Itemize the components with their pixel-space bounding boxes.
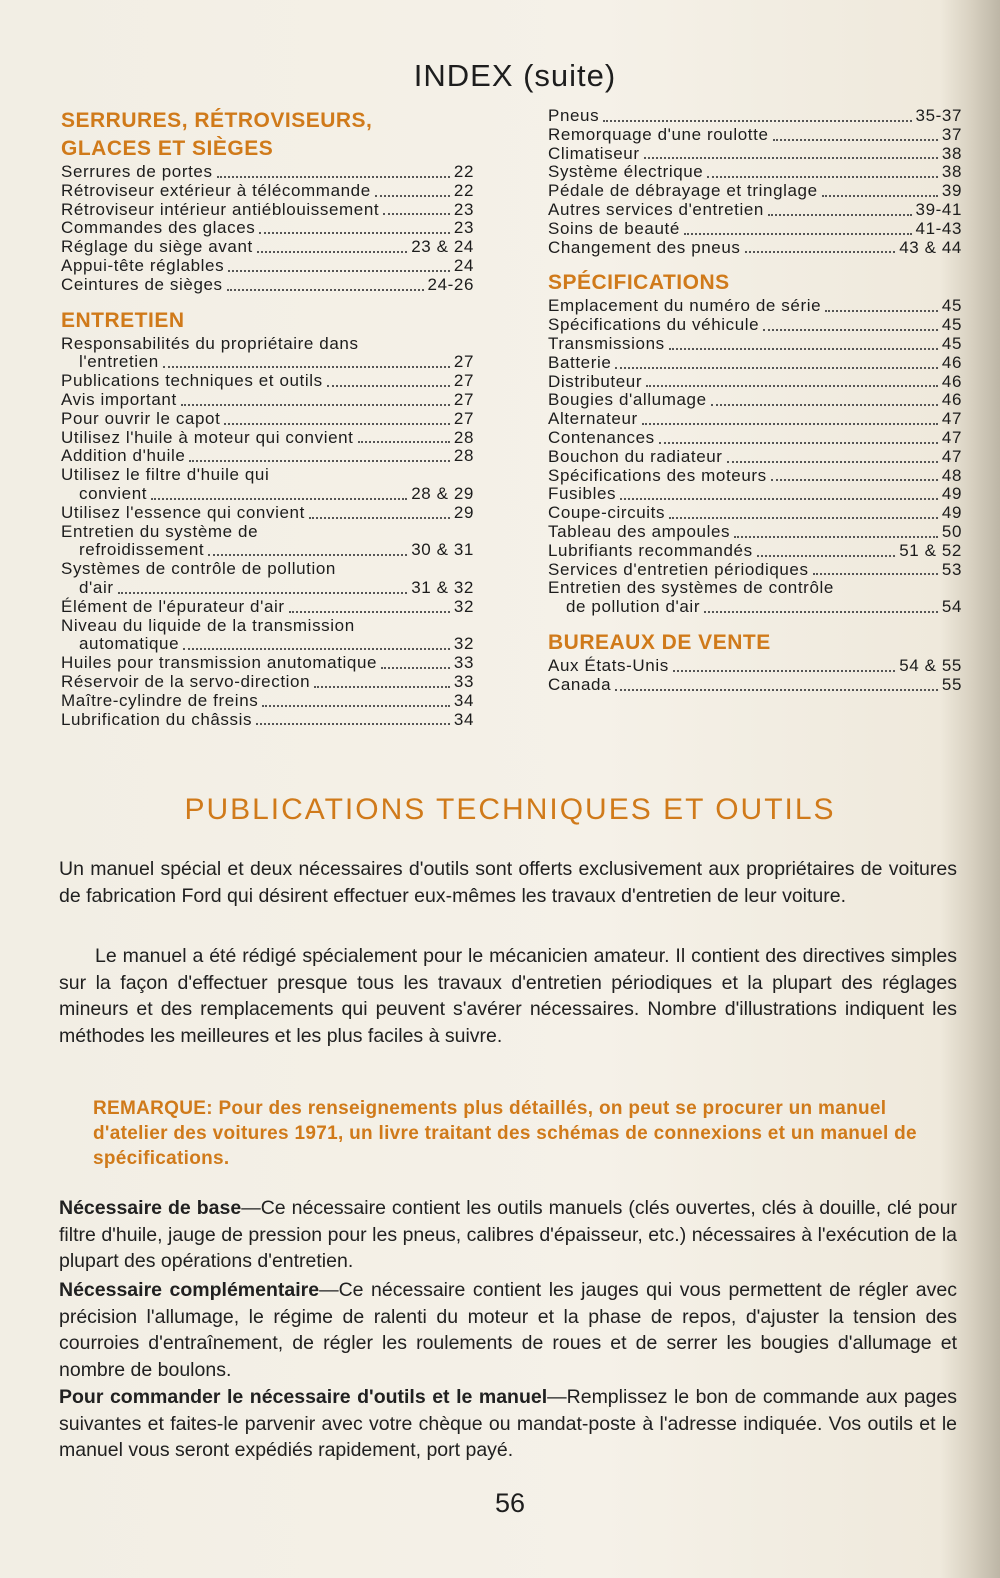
dot-leader: [257, 251, 407, 253]
index-entry: [548, 429, 962, 448]
index-entry-page: 34: [453, 690, 474, 710]
index-entry-label: Coupe-circuits: [548, 503, 666, 523]
dot-leader: [669, 348, 938, 350]
remark-note: REMARQUE: Pour des renseignements plus détaillés, on peut se procurer un manuel d'atelier des voitures 1971, un livre traitant des schémas de connexions et un manuel de spécifications.: [93, 1098, 917, 1169]
dot-leader: [615, 689, 938, 691]
index-entry-page: 47: [941, 446, 962, 466]
index-entry-label: Spécifications des moteurs: [548, 465, 767, 485]
page-number: 56: [494, 1488, 526, 1518]
index-entry-label: Soins de beauté: [548, 218, 680, 238]
kit-basic-term: Nécessaire de base: [59, 1197, 242, 1219]
index-entry-page: 54: [941, 597, 962, 617]
index-section: [548, 629, 962, 695]
index-entry-page: 43 & 44: [899, 237, 962, 257]
index-entry-label: Batterie: [548, 352, 612, 372]
index-entry: [548, 354, 962, 373]
index-entry-page: 23: [453, 218, 474, 238]
manual-paragraph: Le manuel a été rédigé spécialement pour le mécanicien amateur. Il contient des directives simples sur la façon d'effectuer presque tous les travaux d'entretien périodiques et la plupart des réglages mineurs et des remplacements qui peuvent s'avérer nécessaires. Nombre d'illustrations indiquent les méthodes les meilleures et les plus faciles à suivre.: [59, 945, 957, 1047]
index-entry: [548, 220, 962, 239]
dot-leader: [163, 366, 450, 368]
order-term: Pour commander le nécessaire d'outils et le manuel: [59, 1386, 548, 1408]
index-entry: [61, 353, 474, 372]
index-entry: [548, 657, 962, 676]
index-entry: [548, 523, 962, 542]
index-entry-label: Systèmes de contrôle de pollution: [61, 559, 336, 579]
index-entry: [548, 126, 962, 145]
intro-paragraph: Un manuel spécial et deux nécessaires d'outils sont offerts exclusivement aux propriétaires de voitures de fabrication Ford qui désirent effectuer eux-mêmes les travaux d'entretien de leur voiture.: [59, 858, 957, 907]
index-section-heading: BUREAUX DE VENTE: [548, 630, 771, 654]
index-entry-label: Lubrification du châssis: [61, 709, 253, 729]
dot-leader: [118, 592, 408, 594]
dot-leader: [208, 554, 407, 556]
index-entry: [61, 673, 474, 692]
index-entry-page: 23 & 24: [411, 237, 474, 257]
index-entry-page: 41-43: [915, 218, 962, 238]
index-entry: [61, 598, 474, 617]
dot-leader: [375, 195, 450, 197]
dot-leader: [704, 611, 938, 613]
index-entry-label: d'air: [79, 577, 114, 597]
index-entry: [548, 391, 962, 410]
index-section: [548, 269, 962, 617]
dot-leader: [217, 176, 450, 178]
dot-leader: [673, 670, 895, 672]
index-entry-page: 29: [453, 502, 474, 522]
index-entry-label: Maître-cylindre de freins: [61, 690, 259, 710]
index-entry: [61, 391, 474, 410]
index-section-heading: GLACES ET SIÈGES: [61, 137, 274, 160]
dot-leader: [615, 367, 938, 369]
section-gap: [548, 617, 962, 629]
index-entry-label: Pneus: [548, 106, 600, 125]
index-entry: [548, 145, 962, 164]
index-entry-page: 27: [453, 352, 474, 372]
index-entry-page: 27: [453, 371, 474, 391]
dot-leader: [259, 232, 450, 234]
index-entry-page: 23: [453, 199, 474, 219]
index-entry-label: Utilisez le filtre d'huile qui: [61, 465, 270, 485]
section-gap: [548, 257, 962, 269]
index-entry-label: Utilisez l'essence qui convient: [61, 502, 305, 522]
dot-leader: [620, 498, 938, 500]
index-entry: [548, 335, 962, 354]
dot-leader: [151, 498, 407, 500]
index-entry-label: Avis important: [61, 389, 177, 409]
page-title: INDEX (suite): [413, 58, 617, 93]
index-entry-label: Rétroviseur extérieur à télécommande: [61, 180, 371, 200]
index-entry-page: 51 & 52: [899, 540, 962, 560]
dot-leader: [734, 536, 938, 538]
index-entry-page: 49: [941, 503, 962, 523]
dot-leader: [327, 385, 450, 387]
dot-leader: [309, 517, 450, 519]
index-entry-label: refroidissement: [79, 540, 205, 560]
index-entry-page: 46: [941, 371, 962, 391]
index-entry: [61, 219, 474, 238]
index-entry-label: Canada: [548, 674, 612, 694]
index-entry-page: 45: [941, 296, 962, 316]
index-entry-label: Distributeur: [548, 371, 643, 391]
dot-leader: [763, 329, 938, 331]
index-entry-label: Réglage du siège avant: [61, 237, 253, 257]
kit-complementary-text: —Ce nécessaire contient les jauges qui vous permettent de régler avec précision l'allumage, le régime de ralenti du moteur et la phase de repos, d'ajuster la tension des courroies d'entraînement, de régler les roulements de roues et de serrer les bougies d'allumage et nombre de boulons.: [59, 1279, 957, 1381]
dot-leader: [642, 423, 938, 425]
index-section: [548, 107, 962, 257]
index-entry-page: 37: [941, 124, 962, 144]
index-entry-page: 53: [941, 559, 962, 579]
index-entry-page: 38: [941, 143, 962, 163]
section-gap: [61, 295, 474, 307]
dot-leader: [383, 213, 450, 215]
index-entry-label: Changement des pneus: [548, 237, 741, 257]
dot-leader: [227, 289, 424, 291]
index-entry-label: Entretien du système de: [61, 521, 259, 541]
index-entry-page: 28: [453, 427, 474, 447]
index-entry-label: Bouchon du radiateur: [548, 446, 723, 466]
index-entry: [548, 297, 962, 316]
index-entry: [61, 257, 474, 276]
dot-leader: [646, 385, 938, 387]
dot-leader: [289, 611, 450, 613]
index-section-heading: SERRURES, RÉTROVISEURS,: [61, 109, 373, 132]
index-entry-page: 24: [453, 255, 474, 275]
index-entry-page: 55: [941, 674, 962, 694]
index-entry: [548, 163, 962, 182]
dot-leader: [262, 705, 450, 707]
index-entry: [548, 542, 962, 561]
index-entry-label: Addition d'huile: [61, 446, 186, 466]
dot-leader: [603, 120, 911, 122]
index-entry-label: Spécifications du véhicule: [548, 315, 760, 335]
dot-leader: [669, 517, 938, 519]
index-entry-label: Services d'entretien périodiques: [548, 559, 809, 579]
index-entry-label: de pollution d'air: [566, 597, 701, 617]
dot-leader: [757, 555, 896, 557]
index-entry-page: 50: [941, 521, 962, 541]
index-entry: [61, 579, 474, 598]
index-entry: [61, 238, 474, 257]
index-column-left: [61, 107, 474, 729]
index-section: [61, 307, 474, 730]
index-entry-label: Pour ouvrir le capot: [61, 408, 221, 428]
dot-leader: [381, 667, 450, 669]
index-section: [61, 107, 474, 295]
dot-leader: [745, 251, 896, 253]
index-entry-label: Lubrifiants recommandés: [548, 540, 753, 560]
index-entry: [61, 541, 474, 560]
index-entry: [548, 239, 962, 258]
index-entry-page: 31 & 32: [411, 577, 474, 597]
dot-leader: [768, 214, 912, 216]
index-entry-label: Système électrique: [548, 162, 704, 182]
dot-leader: [825, 310, 938, 312]
index-entry-page: 24-26: [427, 274, 474, 294]
order-paragraph: [59, 1384, 957, 1464]
index-entry-label: Publications techniques et outils: [61, 371, 323, 391]
order-text: —Remplissez le bon de commande aux pages suivantes et faites-le parvenir avec votre chèque ou mandat-poste à l'adresse indiquée. Vos outils et le manuel vous seront expédiés rapidement, port payé.: [59, 1386, 957, 1461]
dot-leader: [314, 686, 450, 688]
kit-basic-text: —Ce nécessaire contient les outils manuels (clés ouvertes, clés à douille, clé pour filtre d'huile, jauge de pression pour les pneus, calibres d'épaisseur, etc.) nécessaires à l'exécution de la plupart des opérations d'entretien.: [59, 1197, 957, 1272]
index-section-heading: ENTRETIEN: [61, 308, 185, 332]
index-entry: [548, 467, 962, 486]
index-entry-page: 45: [941, 333, 962, 353]
index-entry-label: Rétroviseur intérieur antiéblouissement: [61, 199, 380, 219]
dot-leader: [256, 723, 450, 725]
index-entry-label: Élément de l'épurateur d'air: [61, 596, 285, 616]
index-entry: [61, 711, 474, 730]
index-entry: [548, 485, 962, 504]
index-entry-page: 45: [941, 315, 962, 335]
index-entry-page: 39: [941, 181, 962, 201]
dot-leader: [358, 441, 450, 443]
index-entry-page: 47: [941, 427, 962, 447]
index-entry-page: 39-41: [915, 199, 962, 219]
dot-leader: [727, 461, 938, 463]
index-entry-label: l'entretien: [79, 352, 159, 372]
index-entry-page: 32: [453, 596, 474, 616]
index-entry-label: Ceintures de sièges: [61, 274, 223, 294]
index-entry-label: Transmissions: [548, 333, 665, 353]
index-entry-label: Contenances: [548, 427, 655, 447]
index-section-heading: SPÉCIFICATIONS: [548, 271, 730, 295]
index-entry-page: 49: [941, 484, 962, 504]
index-entry-page: 34: [453, 709, 474, 729]
index-entry-label: Entretien des systèmes de contrôle: [548, 578, 834, 598]
index-entry: [548, 504, 962, 523]
dot-leader: [228, 270, 450, 272]
dot-leader: [183, 648, 450, 650]
index-entry: [61, 372, 474, 391]
index-entry: [548, 373, 962, 392]
index-entry: [61, 201, 474, 220]
index-entry-label: Tableau des ampoules: [548, 521, 731, 541]
dot-leader: [189, 460, 450, 462]
index-entry: [61, 485, 474, 504]
index-column-right: [548, 107, 962, 695]
index-entry-label: Responsabilités du propriétaire dans: [61, 333, 359, 353]
index-entry: [548, 182, 962, 201]
index-entry: [61, 447, 474, 466]
index-entry-label: Remorquage d'une roulotte: [548, 124, 769, 144]
index-entry: [548, 107, 962, 126]
dot-leader: [707, 176, 938, 178]
index-entry-page: 30 & 31: [411, 540, 474, 560]
index-entry-page: 33: [453, 671, 474, 691]
index-entry: [548, 676, 962, 695]
index-entry-label: Climatiseur: [548, 143, 640, 163]
index-entry-label: Huiles pour transmission anutomatique: [61, 653, 378, 673]
index-entry-label: Commandes des glaces: [61, 218, 256, 238]
dot-leader: [771, 479, 938, 481]
index-entry-page: 47: [941, 409, 962, 429]
index-entry: [61, 163, 474, 182]
index-entry: [61, 635, 474, 654]
kit-complementary-term: Nécessaire complémentaire: [59, 1279, 320, 1301]
index-entry-page: 46: [941, 352, 962, 372]
dot-leader: [822, 195, 938, 197]
section-title: PUBLICATIONS TECHNIQUES ET OUTILS: [184, 793, 836, 826]
index-entry-label: Aux États-Unis: [548, 655, 669, 675]
index-entry-label: Emplacement du numéro de série: [548, 296, 822, 316]
dot-leader: [684, 233, 912, 235]
kit-complementary-paragraph: [59, 1277, 957, 1383]
index-entry-page: 46: [941, 390, 962, 410]
index-entry-label: Bougies d'allumage: [548, 390, 707, 410]
index-entry-label: Appui-tête réglables: [61, 255, 225, 275]
dot-leader: [659, 442, 938, 444]
index-entry: [61, 504, 474, 523]
index-entry-label: Autres services d'entretien: [548, 199, 764, 219]
dot-leader: [773, 139, 938, 141]
index-entry-page: 33: [453, 653, 474, 673]
index-entry: [61, 276, 474, 295]
index-entry-page: 28 & 29: [411, 483, 474, 503]
index-entry-label: Niveau du liquide de la transmission: [61, 615, 355, 635]
index-entry-page: 22: [453, 162, 474, 181]
index-entry: [548, 316, 962, 335]
dot-leader: [644, 157, 938, 159]
index-entry-label: Pédale de débrayage et tringlage: [548, 181, 818, 201]
index-entry-label: convient: [79, 483, 148, 503]
index-entry-label: Réservoir de la servo-direction: [61, 671, 311, 691]
index-entry-page: 54 & 55: [899, 655, 962, 675]
index-entry-label: Utilisez l'huile à moteur qui convient: [61, 427, 354, 447]
index-entry: [61, 410, 474, 429]
index-entry: [548, 201, 962, 220]
index-entry: [61, 429, 474, 448]
index-entry: [61, 182, 474, 201]
dot-leader: [813, 573, 938, 575]
dot-leader: [224, 423, 449, 425]
dot-leader: [181, 404, 450, 406]
kit-basic-paragraph: [59, 1195, 957, 1275]
index-entry-page: 48: [941, 465, 962, 485]
index-entry-label: Alternateur: [548, 409, 638, 429]
index-entry: [61, 654, 474, 673]
index-entry: [548, 448, 962, 467]
dot-leader: [711, 404, 938, 406]
index-entry: [548, 410, 962, 429]
index-entry-page: 22: [453, 180, 474, 200]
index-entry-page: 38: [941, 162, 962, 182]
index-entry-label: automatique: [79, 634, 180, 654]
index-entry-page: 28: [453, 446, 474, 466]
index-entry: [61, 692, 474, 711]
index-entry-page: 35-37: [915, 106, 962, 125]
index-entry-page: 27: [453, 408, 474, 428]
index-entry: [548, 561, 962, 580]
index-entry-label: Fusibles: [548, 484, 617, 504]
index-entry: [548, 598, 962, 617]
index-entry-page: 32: [453, 634, 474, 654]
index-entry-label: Serrures de portes: [61, 162, 213, 181]
index-entry-page: 27: [453, 389, 474, 409]
